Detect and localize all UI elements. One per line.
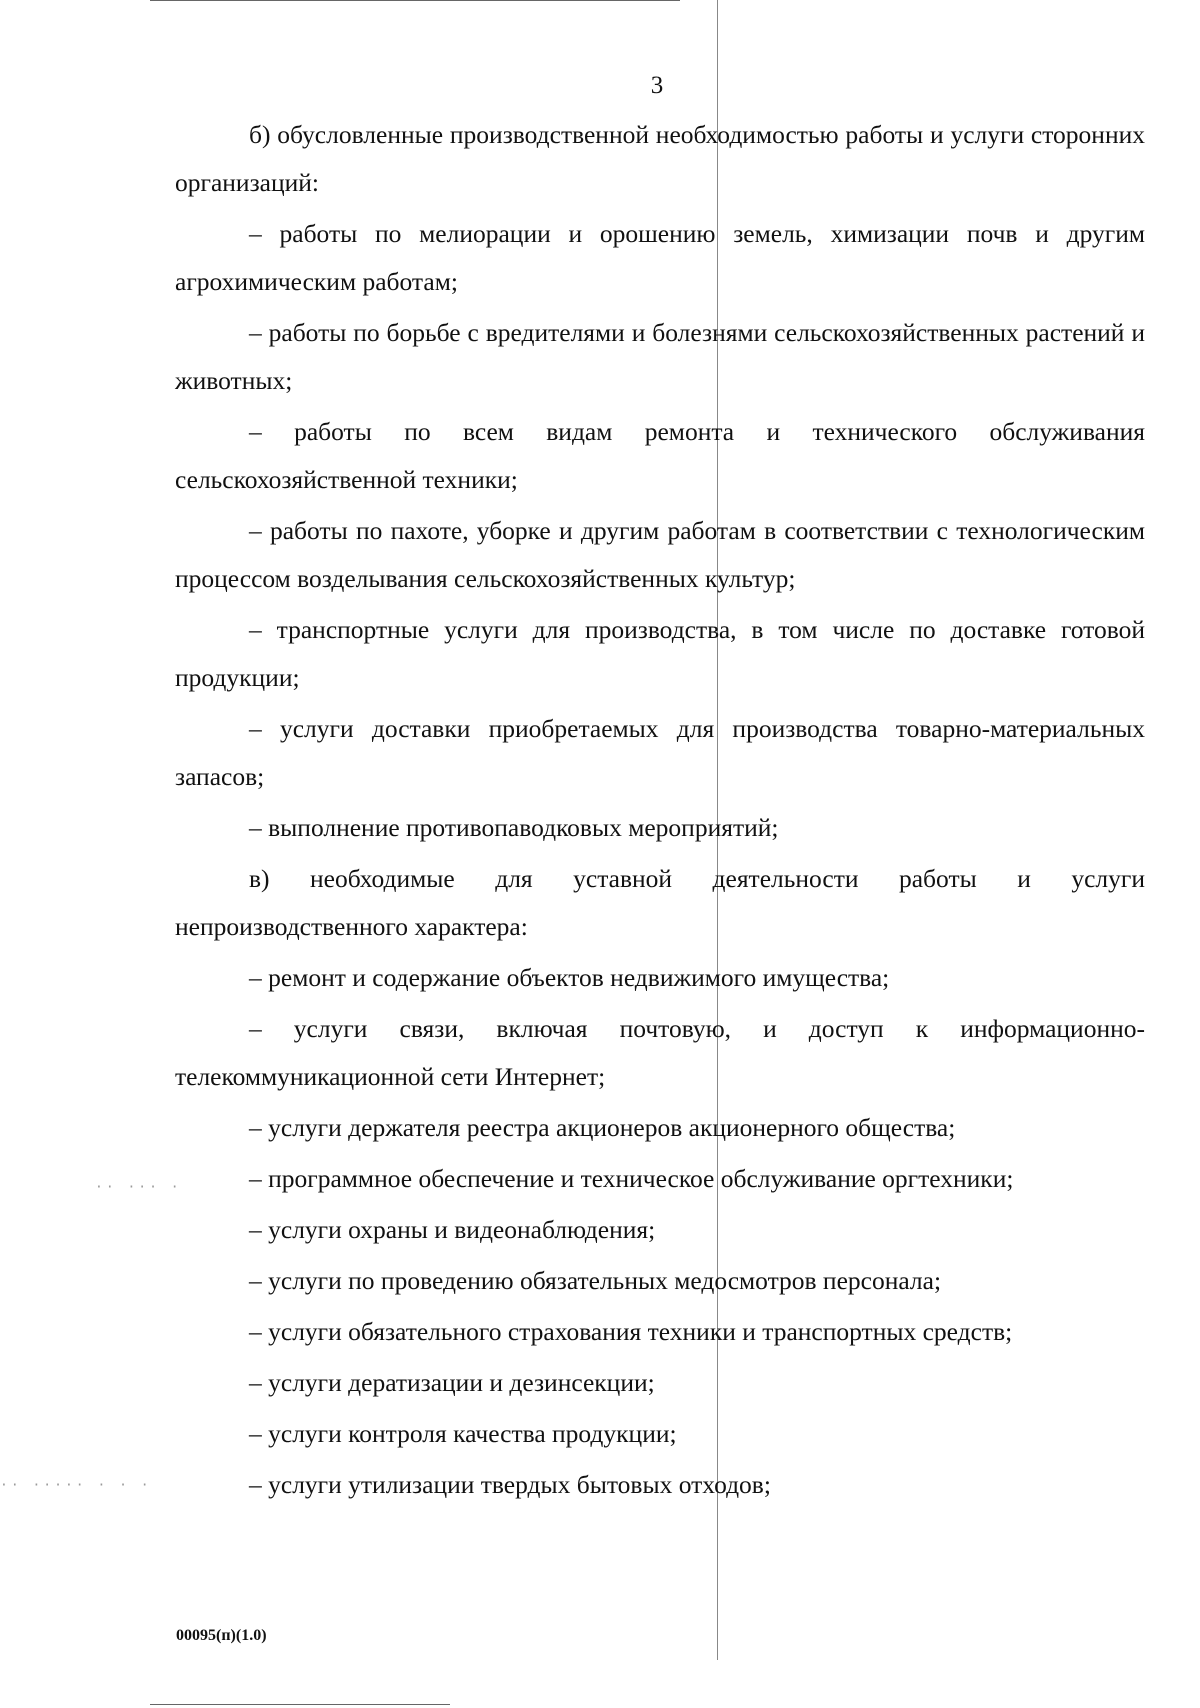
document-code: 00095(п)(1.0) bbox=[176, 1627, 267, 1644]
paragraph: – услуги обязательного страхования техники и транспортных средств; bbox=[249, 1317, 1013, 1346]
paragraph: – работы по всем видам ремонта и технического обслуживания сельскохозяйственной техники; bbox=[175, 417, 1145, 494]
page-number: 3 bbox=[650, 72, 664, 99]
paragraph: – услуги утилизации твердых бытовых отходов; bbox=[249, 1470, 771, 1499]
paragraph: в) необходимые для уставной деятельности работы и услуги непроизводственного характера: bbox=[175, 864, 1145, 941]
paragraph: – услуги держателя реестра акционеров акционерного общества; bbox=[249, 1113, 956, 1142]
paragraph: – ремонт и содержание объектов недвижимого имущества; bbox=[249, 963, 890, 992]
document-body bbox=[175, 111, 1145, 1512]
paragraph: – работы по борьбе с вредителями и болезнями сельскохозяйственных растений и животных; bbox=[175, 318, 1145, 395]
paragraph: – услуги дератизации и дезинсекции; bbox=[249, 1368, 655, 1397]
paragraph: б) обусловленные производственной необходимостью работы и услуги сторонних организаций: bbox=[175, 120, 1145, 197]
paragraph: – услуги по проведению обязательных медосмотров персонала; bbox=[249, 1266, 942, 1295]
paragraph: – работы по мелиорации и орошению земель, химизации почв и другим агрохимическим работам; bbox=[175, 219, 1145, 296]
paragraph: – транспортные услуги для производства, в том числе по доставке готовой продукции; bbox=[175, 615, 1145, 692]
paragraph: – услуги связи, включая почтовую, и доступ к информационно-телекоммуникационной сети Интернет; bbox=[175, 1014, 1145, 1091]
paragraph: – услуги контроля качества продукции; bbox=[249, 1419, 677, 1448]
paragraph: – программное обеспечение и техническое обслуживание оргтехники; bbox=[249, 1164, 1014, 1193]
scan-line-top bbox=[150, 0, 680, 1]
scan-line-bottom bbox=[150, 1704, 450, 1705]
paragraph: – услуги охраны и видеонаблюдения; bbox=[249, 1215, 656, 1244]
paragraph: – услуги доставки приобретаемых для производства товарно-материальных запасов; bbox=[175, 714, 1145, 791]
scan-dots-left: ·· ··· · bbox=[95, 1180, 182, 1195]
paragraph: – работы по пахоте, уборке и другим работам в соответствии с технологическим процессом возделывания сельскохозяйственных культур; bbox=[175, 516, 1145, 593]
scan-dots-left-lower: ·· ····· · · · bbox=[0, 1478, 152, 1493]
paragraph: – выполнение противопаводковых мероприятий; bbox=[249, 813, 779, 842]
